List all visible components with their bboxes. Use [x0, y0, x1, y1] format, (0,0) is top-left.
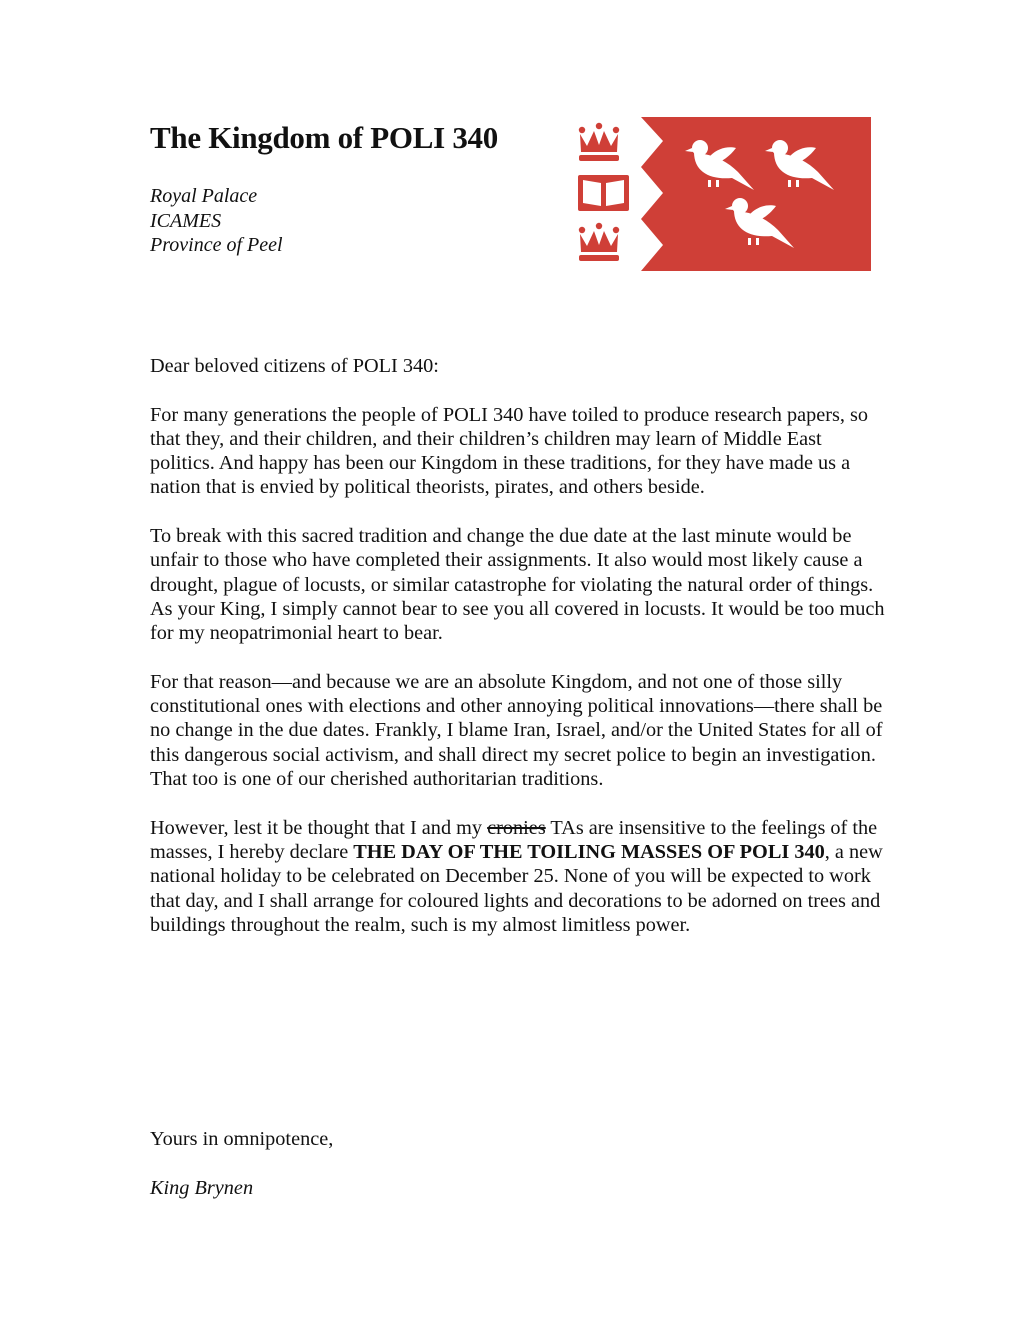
paragraph — [150, 816, 885, 937]
paragraph-text: TAs are insensitive to the feelings of the masses, I hereby declare — [150, 816, 878, 863]
kingdom-crest — [570, 114, 874, 276]
paragraph: For that reason—and because we are an absolute Kingdom, and not one of those silly constitutional ones with elections and other annoying political innovations—there shall be no change in the due dates. Frankly, I blame Iran, Israel, and/or the United States for all of this dangerous social activism, and shall direct my secret police to begin an investigation. That too is one of our cherished authoritarian traditions. — [150, 670, 883, 791]
paragraph: For many generations the people of POLI 340 have toiled to produce research papers, so that they, and their children, and their children’s children may learn of Middle East politics. And happy has been our Kingdom in these traditions, for they have made us a nation that is envied by political theorists, pirates, and others beside. — [150, 403, 869, 499]
paragraph-text: However, lest it be thought that I and my — [150, 816, 488, 839]
signature: King Brynen — [150, 1177, 254, 1199]
book-icon — [578, 175, 629, 211]
struck-word: cronies — [487, 816, 546, 839]
crown-icon — [579, 123, 619, 161]
address-line: Province of Peel — [150, 234, 283, 256]
address-block — [150, 184, 283, 258]
closing-line: Yours in omnipotence, — [150, 1128, 334, 1150]
crown-icon — [579, 223, 619, 261]
red-banner — [641, 117, 871, 271]
holiday-name: THE DAY OF THE TOILING MASSES OF POLI 340 — [353, 840, 825, 863]
letter-body — [150, 354, 885, 961]
paragraph: To break with this sacred tradition and change the due date at the last minute would be unfair to those who have completed their assignments. It also would most likely cause a drought, plague of locusts, or similar catastrophe for violating the natural order of things. As your King, I simply cannot bear to see you all covered in locusts. It would be too much for my neopatrimonial heart to bear. — [150, 525, 885, 645]
address-line: Royal Palace — [150, 185, 258, 207]
paragraph-text: , a new national holiday to be celebrated on December 25. None of you will be expected to work that day, and I shall arrange for coloured lights and decorations to be adorned on trees and buildings throughout the realm, such is my almost limitless power. — [150, 840, 883, 936]
letter-title: The Kingdom of POLI 340 — [150, 120, 498, 155]
address-line: ICAMES — [150, 209, 222, 232]
salutation: Dear beloved citizens of POLI 340: — [150, 355, 439, 377]
